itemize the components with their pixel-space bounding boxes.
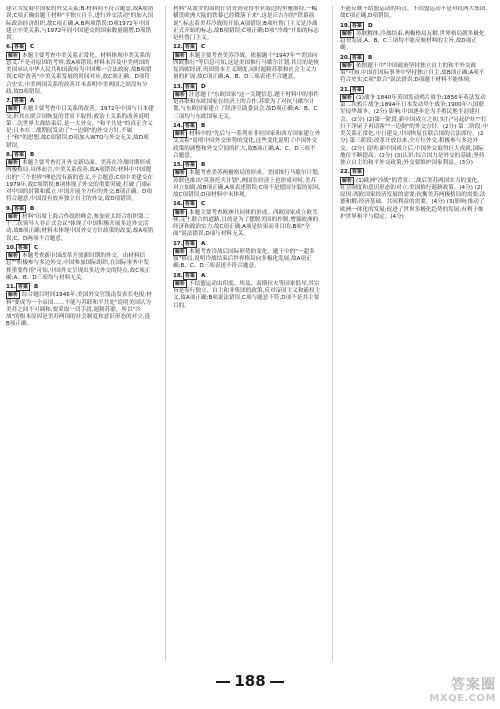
answer-header <box>6 43 154 51</box>
analysis-tag: 解析 <box>175 91 186 98</box>
answer-choice: B <box>367 54 373 61</box>
analysis-tag: 解析 <box>8 160 19 166</box>
answer-choice: B <box>30 151 35 158</box>
analysis-paragraph <box>6 252 154 282</box>
answer-choice: C <box>200 44 206 51</box>
analysis-tag: 解析 <box>342 30 353 37</box>
analysis-paragraph <box>340 177 488 222</box>
answer-tag: 答案 <box>351 54 362 61</box>
analysis-tag: 解析 <box>8 253 19 259</box>
analysis-text: 本题考查冷战后国际形势的变化。题干中的"一超多强"格局,说明冷战结束后世界格局向多极化发展,故A项正确;B、C、D三项表述不符合题意。 <box>173 248 315 270</box>
analysis-paragraph <box>173 248 321 271</box>
answer-choice: B <box>33 284 39 290</box>
analysis-text: (1)战争:1840年英国发动鸦片战争;1856年英法发动第二次鸦片战争;1894年日本发动甲午战争;1900年八国联军侵华战争。(2分) 影响:中国逐步沦为半殖民地半封建社会。(2分) (2)第一阶段:新中国成立之初,实行"另起炉灶""打扫干净屋子再请客""一边倒"的外交方针。(2分) 第二阶段:中美关系正常化,中日建交,中国恢复在联合国的合法席位。(2分) 第三阶段:改革开放以来,全方位外交,积极参与多边外交。(2分) 说明:新中国成立后,中国外交取得巨大成就,国际地位不断提高。(2分) (3)认识:综合国力是外交的基础;坚持独立自主的和平外交政策;外交要维护国家利益。(3分) <box>340 94 488 166</box>
analysis-tag: 解析 <box>175 280 186 287</box>
question-number: 22. <box>340 169 350 176</box>
analysis-text: 本题主要考查欧洲共同体的形成。西欧国家成立欧共体,走上联合的道路,目的是为了摆脱美国的控制,增强欧洲的经济和政治实力,故C项正确;A项是结果而非目的,B项"全面"说法错误,D项与材料无关。 <box>173 209 319 238</box>
analysis-paragraph <box>6 6 154 42</box>
analysis-text: 材料"从波罗的海的什切青到亚得里亚海边的里雅斯特,一幅横贯欧洲大陆的铁幕已经降落下来",这是丘吉尔的"铁幕演说",标志着美苏冷战的开始,A项错误;B项杜鲁门主义是冷战正式开始的标志,故B项错误;C项正确;D项"冷战"开始的标志是杜鲁门主义。 <box>173 6 319 41</box>
answer-header <box>173 272 321 280</box>
answer-tag: 答案 <box>14 98 25 104</box>
analysis-paragraph <box>6 159 154 204</box>
analysis-paragraph <box>173 6 321 42</box>
analysis-text: 材料"出席上海合作组织峰会,参加亚太经合组织第二十二次领导人非正式会议"体现了中国积极开展多边外交活动,故B项正确;材料未体现中国外交方针政策的改变,故A项错误;C、D两项不合题意。 <box>6 213 154 242</box>
answer-item <box>6 244 154 282</box>
analysis-text: 注意题干"东欧国家"这一关键信息,题干材料中的事件是苏联和东欧国家在经济上的合作,苏联为了对抗马歇尔计划,与东欧国家建立了经济互助委员会,故D项正确;A、B、C三项均与东欧国家无关。 <box>173 91 320 120</box>
analysis-paragraph <box>6 52 154 97</box>
answer-header <box>173 161 321 169</box>
answer-item <box>340 6 488 21</box>
answer-header <box>340 22 488 30</box>
question-number: 20. <box>340 54 350 61</box>
analysis-text: 本题考查美苏两极格局的形成。美国推行马歇尔计划,苏联也推出"莫洛托夫计划",两国在经济上也形成对峙,美苏对立加剧,故B项正确,A项表述错误;C项不是德国分裂的原因,故C项错误;D项材料中未体现。 <box>173 170 321 198</box>
answer-tag: 答案 <box>351 169 362 176</box>
analysis-text: 综合题目时间1946年,美国外交官凯南发表长电报;材料"要成为一个帝国……不能与苏联和平共处"说明美国认为美苏之间不可调和,要采取一切手段,遏制苏联。所以"冷战"的根本原因是美苏两国的社会制度和意识形态的对立,选B项正确。 <box>6 292 152 328</box>
answer-choice: D <box>367 22 373 29</box>
answer-tag: 答案 <box>14 151 25 158</box>
analysis-tag: 解析 <box>342 94 353 101</box>
watermark-logo-text: 答案圈 <box>451 677 496 693</box>
page-number-text: 188 <box>234 672 266 690</box>
analysis-tag: 解析 <box>175 170 186 177</box>
answer-item <box>173 122 321 160</box>
analysis-paragraph <box>340 6 488 21</box>
question-number: 13. <box>173 83 183 90</box>
analysis-text: 建立为发展中国家的外交关系;B.材料同不符合题意,故A项错误;C项正确由题干材料"平独立自主,进行外交活动"的加入国际政治经济组织,故C项正确,A,B两项错误;D项1972年中国建立中美关系,与1972年同中国建交的国家数量剧增,D项错误。 <box>6 6 154 41</box>
analysis-tag: 解析 <box>342 62 353 69</box>
analysis-paragraph <box>340 62 488 85</box>
answer-item <box>173 43 321 81</box>
answer-header <box>6 97 154 105</box>
analysis-text: 本题考查新中国改革开放新时期的外交。由材料信息""积极参与多边外交,中国参加国际组织,在国际事务中发挥重要作用"可知,中国外交呈现出多边外交的特点,故C项正确;A、B、D三项均与材料无关。 <box>6 253 151 281</box>
answer-item <box>340 86 488 168</box>
analysis-paragraph <box>173 209 321 239</box>
answer-item <box>340 22 488 53</box>
analysis-text: 不结盟运动由印度、埃及、南斯拉夫等国家倡导,其宗旨是奉行独立、自主和非集团的政策,反对帝国主义和霸权主义,故A项正确;B项说法错误,C项与题意不符,D项不是其主要目的。 <box>173 280 321 309</box>
question-number: 21. <box>340 86 350 93</box>
watermark <box>406 677 496 707</box>
analysis-text: 本题主要考查美苏冷战。依据题干"1947年""美国向西欧推行"等信息可知,这是美国推行马歇尔计划,其目的是恢复西欧经济,巩固资本主义制度,同时遏制苏联和社会主义力量的扩展,故C项正确;A、B、D三项表述不合题意。 <box>173 52 319 81</box>
watermark-url: MXQE.COM <box>429 693 496 704</box>
analysis-tag: 解析 <box>175 209 186 216</box>
answer-header <box>340 86 488 94</box>
analysis-text: 本题主要考查打开外交新局面。美苏在冷战时期形成两极格局,具体而言,中美关系改善,故A项错误;材料中中国提出的"三个世界"理论没有新的意义,不合题意;C项中美建交在1979年,故C项错误;B项体现了外交的重要突破,打破了国际对中国的封锁和孤立,中国开展全方位的外交,B项正确。D项符合题意,中国没有放弃独立自主的外交,故D项错误。 <box>6 160 153 203</box>
answer-item <box>6 151 154 204</box>
answer-header <box>173 122 321 130</box>
column-divider <box>332 6 333 661</box>
answer-header <box>173 43 321 51</box>
answer-header <box>340 54 488 62</box>
answer-tag: 答案 <box>14 205 25 212</box>
answer-item <box>340 168 488 221</box>
answer-tag: 答案 <box>351 86 362 93</box>
page-number-rule-left <box>216 681 230 683</box>
column-divider <box>165 6 166 661</box>
answer-item <box>6 43 154 96</box>
question-number: 6. <box>6 44 13 51</box>
answer-item <box>173 161 321 199</box>
page-number-rule-right <box>270 681 284 683</box>
answer-column-middle <box>173 6 321 666</box>
answer-tag: 答案 <box>184 83 195 90</box>
analysis-tag: 解析 <box>8 52 19 59</box>
answer-header <box>173 240 321 248</box>
answer-item <box>173 83 321 121</box>
analysis-text: 依据题干中"中国政府坚持独立自主的和平外交政策"可知,中国在国际事务中坚持独立自主,故B项正确;A项不符合史实;C项"联合"说法错误;D项题干材料不能体现。 <box>340 62 485 84</box>
answer-header <box>6 244 154 252</box>
question-number: 19. <box>340 22 350 29</box>
answer-tag: 答案 <box>184 240 195 247</box>
answer-tag: 答案 <box>17 284 28 290</box>
analysis-paragraph <box>173 280 321 310</box>
answer-tag: 答案 <box>14 44 25 51</box>
question-number: 8. <box>6 151 13 158</box>
answer-header <box>6 205 154 213</box>
answer-choice: C <box>30 44 35 51</box>
answer-tag: 答案 <box>17 244 28 251</box>
analysis-text: 本题主要考查中美关系正常化。材料体现中美关系的意义:不是对原因的考察,故A项错误;材料未涉及中美两国的美国承认中华人民共和国政府为中国唯一合法政府,故B项错误;C项"改善"中美关系发展的时间对应,故C项正确。D项符合史实,中美两国关系的改善并未表明中美两国之间没有分歧,故D项错误。 <box>6 52 152 95</box>
question-number: 11. <box>6 284 16 290</box>
analysis-paragraph <box>173 52 321 82</box>
answer-tag: 答案 <box>184 122 195 129</box>
analysis-text: (1)欧洲"冷战"的背景:二战后美苏两国实力的变化、社会制度和意识形态的对立;美国推行遏制政策。(4分) (2)原因:西欧国家经济发展的需要;抗衡美苏两极格局的需要;法德和解;经济基础、共同利益的需要。(4分) (3)影响:推动了欧洲一体化的发展;促进了世界多极化趋势的发展;有利于维护世界和平与稳定。(4分) <box>340 177 486 220</box>
question-number: 16. <box>173 201 183 208</box>
answer-choice: B <box>200 122 206 129</box>
answer-tag: 答案 <box>184 44 195 51</box>
question-number: 7. <box>6 98 13 104</box>
answer-column-right <box>340 6 488 666</box>
answer-header <box>173 83 321 91</box>
answer-item <box>173 240 321 271</box>
answer-item <box>340 54 488 85</box>
question-number: 10. <box>6 244 16 251</box>
analysis-paragraph <box>6 105 154 150</box>
answer-header <box>6 283 154 291</box>
question-number: 17. <box>173 240 183 247</box>
answer-item <box>173 6 321 42</box>
answer-item <box>173 200 321 238</box>
answer-choice: A <box>30 98 35 104</box>
analysis-tag: 解析 <box>342 177 353 184</box>
analysis-text: 苏联解体,冷战结束,两极格局瓦解,世界格局朝多极化趋势发展,A、B、C三项均不能反映材料的主旨,故D项正确。 <box>340 30 485 52</box>
analysis-paragraph <box>173 130 321 160</box>
analysis-paragraph <box>340 30 488 53</box>
answer-item <box>6 205 154 243</box>
analysis-tag: 解析 <box>8 213 19 220</box>
analysis-tag: 解析 <box>8 292 19 299</box>
answer-choice: C <box>33 244 39 251</box>
answer-choice: D <box>200 83 206 90</box>
answer-choice: A <box>200 240 206 247</box>
analysis-paragraph <box>6 291 154 328</box>
question-number: 15. <box>173 162 183 168</box>
analysis-paragraph <box>340 94 488 168</box>
question-number: 18. <box>173 272 183 279</box>
analysis-tag: 解析 <box>175 52 186 59</box>
answer-tag: 答案 <box>184 272 195 279</box>
question-number: 14. <box>173 122 183 129</box>
analysis-tag: 解析 <box>8 106 19 113</box>
answer-tag: 答案 <box>351 22 362 29</box>
answer-choice: B <box>200 162 206 168</box>
analysis-paragraph <box>173 91 321 121</box>
answer-tag: 答案 <box>184 201 195 208</box>
answer-item <box>6 97 154 150</box>
analysis-tag: 解析 <box>175 248 186 255</box>
answer-header <box>340 168 488 176</box>
answer-choice: C <box>200 201 206 208</box>
analysis-tag: 解析 <box>175 131 186 137</box>
analysis-text: 不能反映不结盟运动的特点。不结盟运动不是对抗两大集团,故C项正确,D项错误。 <box>340 6 488 20</box>
answer-choice: A <box>200 272 206 279</box>
analysis-text: 材料中的"先后与一系列亚非拉国家和西方国家建立外交关系"说明中国外交形势的变化,这些变化说明了中国外交政策的调整和外交空间的扩大,故B项正确,A、C、D三项不合题意。 <box>173 131 321 159</box>
answer-item <box>6 6 154 42</box>
answer-header <box>6 151 154 159</box>
analysis-paragraph <box>6 213 154 243</box>
question-number: 12. <box>173 44 183 51</box>
answer-item <box>173 272 321 310</box>
analysis-text: 本题主要考查中日关系的改善。1972年中国与日本建交,但其在联合国恢复的背景下取得;政治上关系的改善说明第二次世界大战结束后,是一大外交。"和平共处"的真正含义是:日本在二战期间发动了"一边倒"的外交方针,不属于"和"的思想,故C项错误;D项加入WTO与外交无关,故D项错误。 <box>6 106 154 149</box>
question-number: 9. <box>6 205 13 212</box>
answer-header <box>173 200 321 208</box>
answer-tag: 答案 <box>184 162 195 168</box>
answer-choice: B <box>30 205 35 212</box>
answer-column-left <box>6 6 154 666</box>
answer-item <box>6 283 154 329</box>
analysis-paragraph <box>173 169 321 199</box>
